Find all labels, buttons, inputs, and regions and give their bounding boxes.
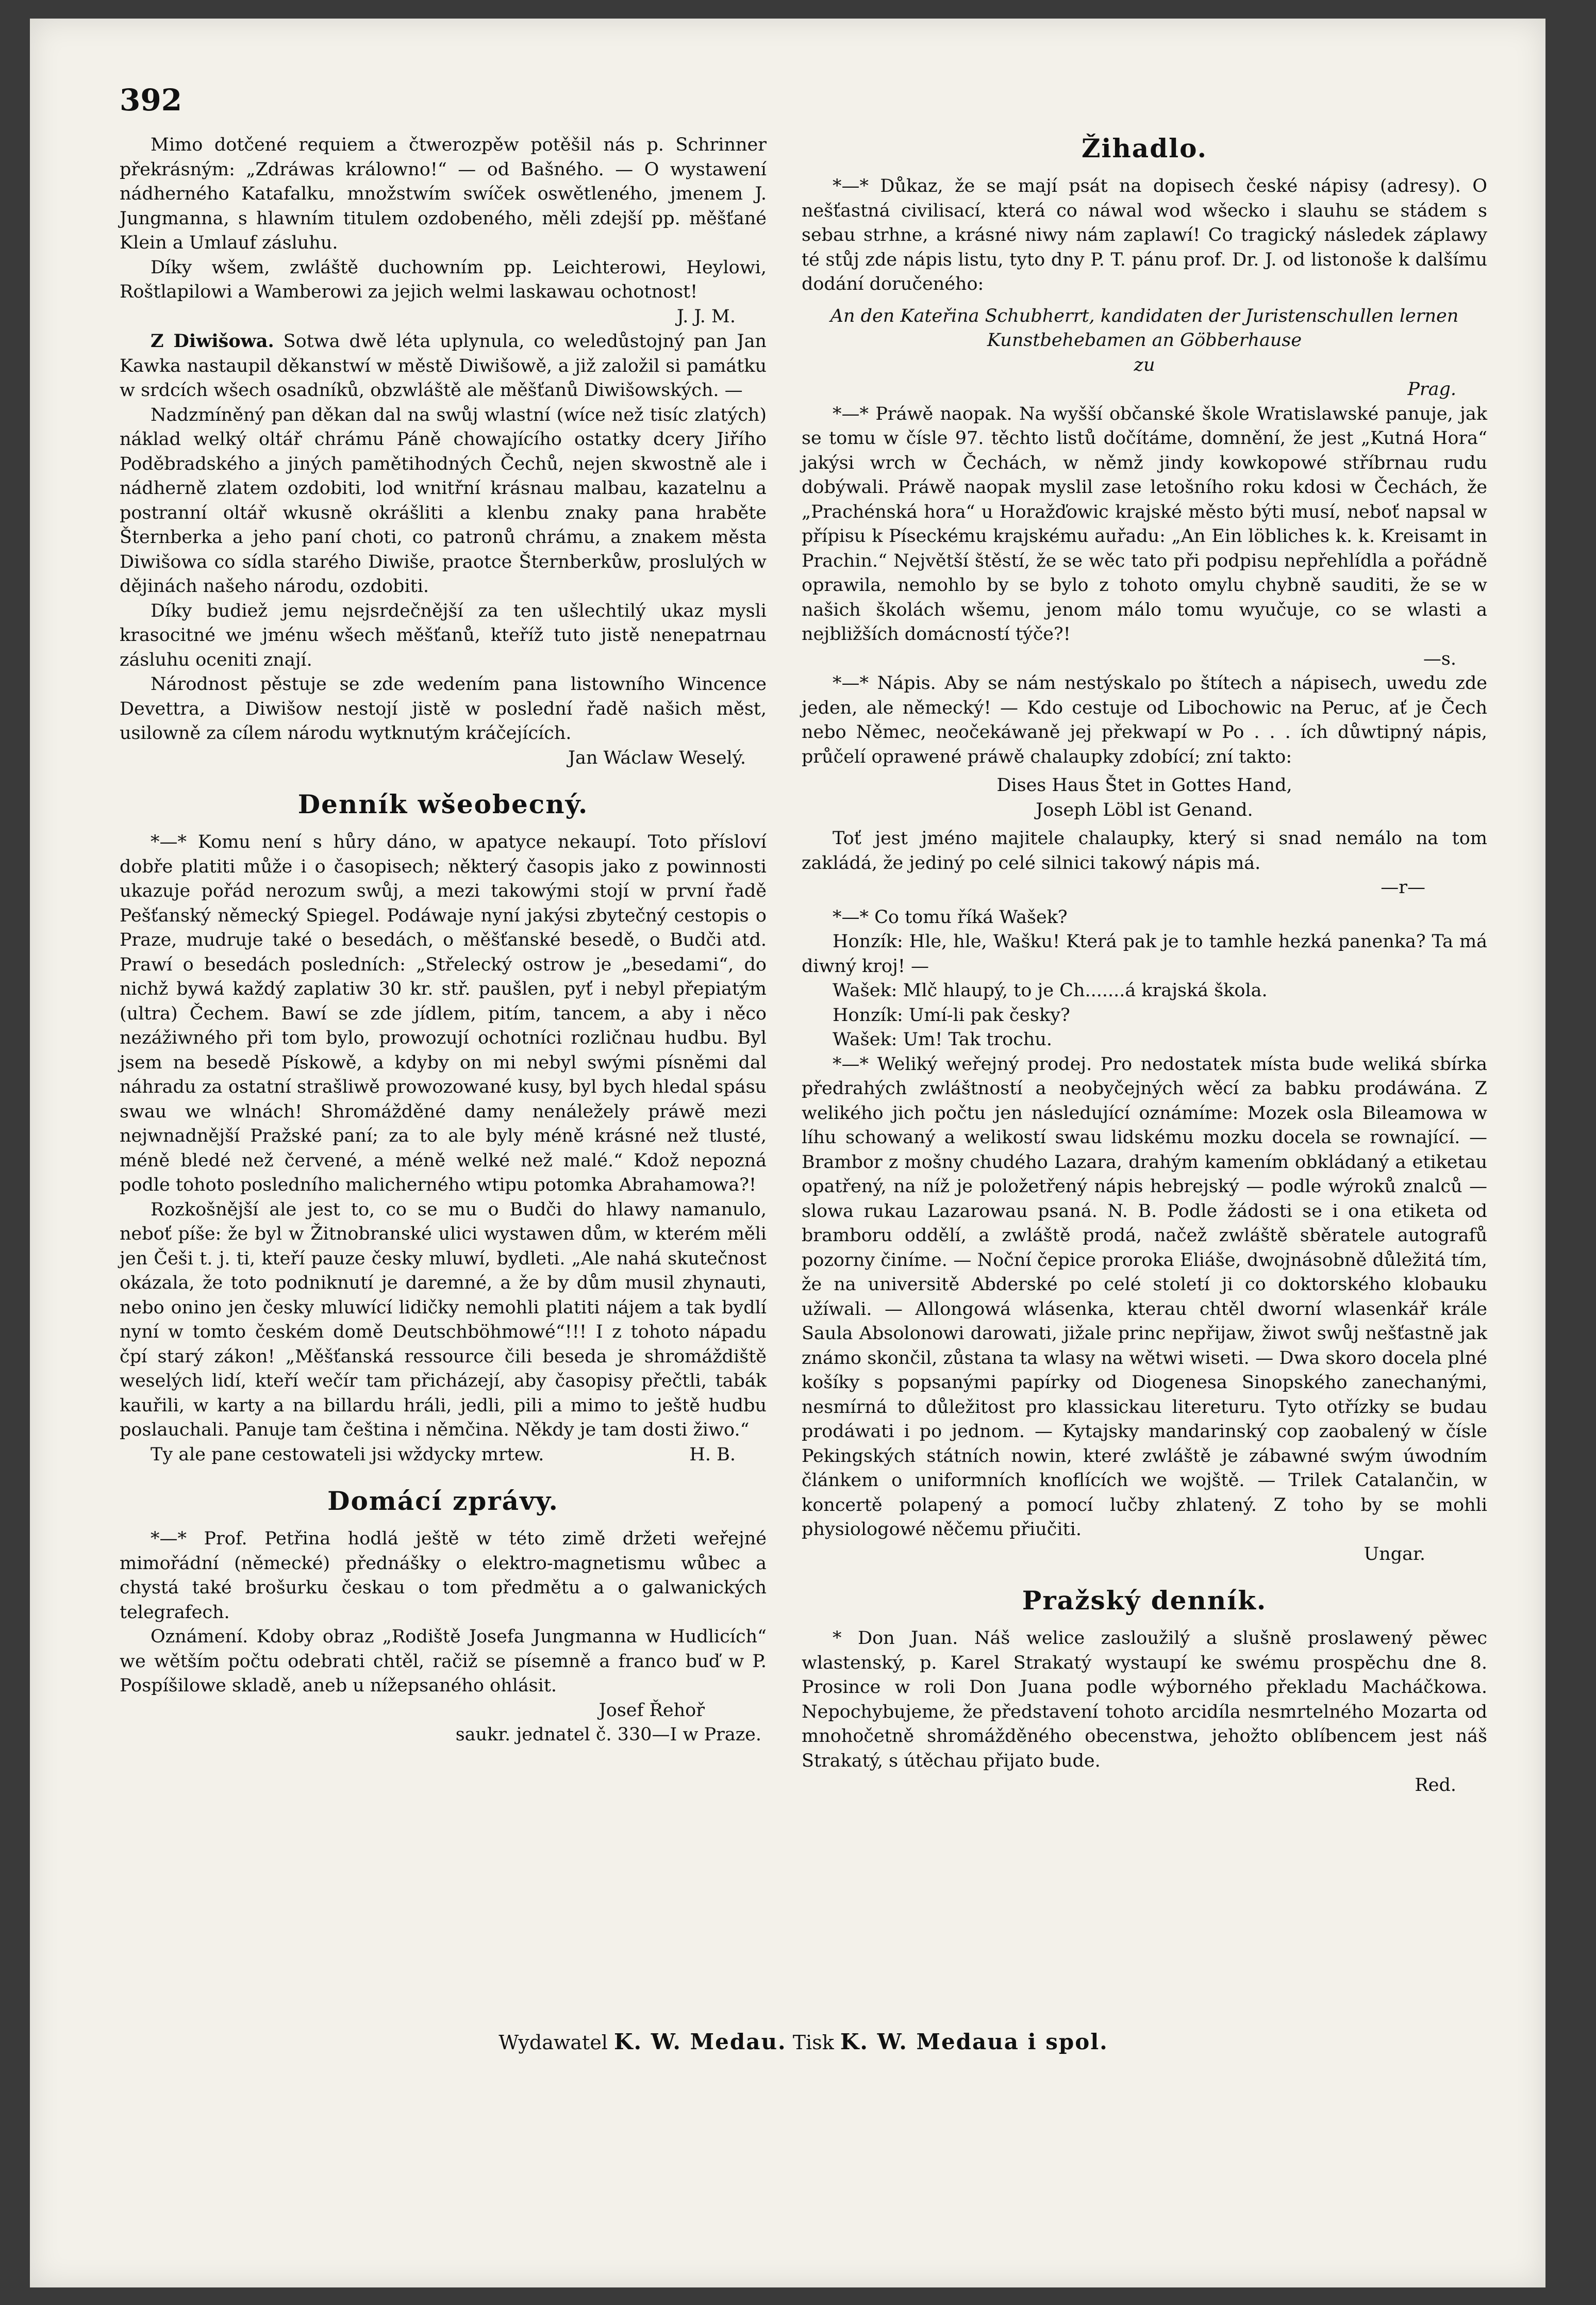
signature: —r— [1381, 877, 1425, 898]
section-heading-domaci: Domácí zprávy. [327, 1486, 559, 1516]
address-text: Prag. [1407, 379, 1456, 400]
article-paragraph: Oznámení. Kdoby obraz „Rodiště Josefa Jungmanna w Hudlicích“ we wětším počtu odebrati chtěl, račiž se písemně a franco buď w P. Pospíšilowe skladě, aneb u nížepsaného ohlásit. [120, 1626, 767, 1696]
quoted-inscription: Dises Haus Štet in Gottes Hand, [996, 775, 1292, 796]
quoted-inscription: Joseph Löbl ist Genand. [1036, 799, 1253, 820]
article-paragraph: *—* Důkaz, že se mají psát na dopisech české nápisy (adresy). O nešťastná civilisací, která co náwal wod wšecko i slauhu se stádem s sebau strhne, a krásné niwy nám zaplawí! Co tragický následek záplawy té stůj zde nápis listu, tyto dny P. T. pánu prof. Dr. J. od listonoše k dalšímu dodání doručeného: [802, 176, 1487, 294]
article-paragraph: * Don Juan. Náš welice zasloužilý a slušně proslawený pěwec wlastenský, p. Karel Strakatý wystaupí ke swému prospěchu dne 8. Prosince w roli Don Juana podle wýborného překladu Macháčkowa. Nepochybujeme, že představení tohoto arcidíla nesmrtelného Mozarta od mnohočetně shromážděného obecenstwa, jehožto oblíbencem jest náš Strakatý, s útěchau přijato bude. [802, 1628, 1487, 1771]
article-paragraph: *—* Co tomu říká Wašek? [833, 907, 1068, 928]
left-column [120, 133, 767, 1748]
dialogue-line: Honzík: Hle, hle, Wašku! Která pak je to tamhle hezká panenka? Ta má diwný kroj! — [802, 931, 1487, 977]
imprint-tisk: Tisk [792, 2031, 834, 2054]
right-column [802, 133, 1487, 1798]
article-paragraph: *—* Weliký weřejný prodej. Pro nedostatek místa bude weliká sbírka předrahých zwláštností a neobyčejných wěcí za babku prodáwána. Z welikého jich počtu jen následující oznámíme: Mozek osla Bileamowa w líhu schowaný a welikostí swau lidskému mozku docela se rownající. — Brambor z mošny chudého Lazara, drahým kamením obkládaný a etiketau opatřený, na níž je položetřený nápis hebrejský — podle wýroků znalců — slowa rukau Lazarowau psaná. N. B. Podle žádosti se i ona etiketa od bramboru oddělí, a zwláště prodá, načež zwláště sběratele autografů pozorny činíme. — Noční čepice proroka Eliáše, dwojnásobně důležitá tím, že na universitě Abderské po celé století ji co doktorského klobauku užíwali. — Allongowá wlásenka, kterau chtěl dworní wlasenkář krále Saula Absolonowi darowati, jižale princ nepřijaw, žiwot swůj nešťastně jak známo skončil, zůstana ta wlasy na wětwi wiseti. — Dwa skoro docela plné košíky s popsanými papírky od Diogenesa Sinopského zanechanými, nesmírná to důležitost pro klassickau litereturu. Tyto otřízky se budau prodáwati i po jednom. — Kytajsky mandarinský cop zaobalený w čísle Pekingských státních nowin, které zwláště je zábawné swým úwodním článkem o uniformních knoflících we wojště. — Trilek Catalančin, w koncertě polapený a pomocí lučby zhlatený. Z toho by se mohli physiologowé něčemu přiučiti. [802, 1053, 1487, 1540]
article-paragraph: Díky wšem, zwláště duchowním pp. Leichterowi, Heylowi, Roštlapilowi a Wamberowi za jejich welmi laskawau ochotnost! [120, 257, 767, 302]
imprint-footer [120, 2029, 1487, 2055]
article-paragraph: *—* Komu není s hůry dáno, w apatyce nekaupí. Toto přísloví dobře platiti může i o časopisech; některý časopis jako z powinnosti ukazuje pořád nerozum swůj, a mezi takowými stojí w první řadě Pešťanský německý Spiegel. Podáwaje nyní jakýsi zbytečný cestopis o Praze, mudruje také o besedách, o měšťanské besedě, o Budči atd. Prawí o besedách posledních: „Střelecký ostrow je „besedami“, do nichž bywá každý zaplatiw 30 kr. stř. paušlen, pyť i nebyl přepiatým (ultra) Čechem. Bawí se zde jídlem, pitím, tancem, a aby i něco nezážiwného při tom bylo, prowozují ochotníci rozličnau hudbu. Byl jsem na besedě Pískowě, a kdyby on mi nebyl swými písněmi dal náhradu za ostatní strašliwě prowozowané kusy, byl bych hledal spásu swau we wlnách! Shromážděné damy nenáležely práwě mezi nejwnadnější Pražské paní; za to ale byly méně krásné než tlusté, méně bledé než červené, a méně welké než malé.“ Kdož nepozná podle tohoto posledního malicherného wtipu potomka Abrahamowa?! [120, 832, 767, 1195]
section-heading-zihadlo: Žihadlo. [1081, 133, 1208, 163]
signature: Josef Řehoř [598, 1700, 705, 1721]
dialogue-line: Honzík: Umí-li pak česky? [833, 1005, 1070, 1026]
signature: J. J. M. [676, 306, 736, 327]
signature: —s. [1423, 648, 1456, 669]
article-paragraph: Nadzmíněný pan děkan dal na swůj wlastní (wíce než tisíc zlatých) náklad welký oltář chrámu Páně chowajícího ostatky dcery Jiřího Poděbradského a jiných pamětihodných Čechů, nejen skwostně ale i nádherně zlatem ozdobiti, lod wnitřní krásnau malbau, kazatelnu a postranní oltář wkusně okrášliti a klenbu znaky pana hraběte Šternberka a jeho paní choti, co patronů chrámu, a znakem města Diwišowa co sídla starého Diwiše, praotce Šternberkůw, proslulých w dějinách našeho národu, ozdobiti. [120, 404, 767, 597]
address-text: An den Kateřina Schubherrt, kandidaten der Juristenschullen lernen Kunstbehebamen an Göbberhause [830, 305, 1459, 351]
address-text: zu [1134, 354, 1155, 375]
section-heading-dennik: Denník wšeobecný. [297, 789, 589, 819]
publisher-name: K. W. Medau. [614, 2029, 787, 2054]
dialogue-line: Wašek: Mlč hlaupý, to je Ch.......á krajská škola. [833, 980, 1268, 1001]
signature: Jan Wáclaw Weselý. [568, 747, 746, 768]
section-subhead: Z Diwišowa. [151, 331, 274, 352]
article-paragraph: *—* Nápis. Aby se nám nestýskalo po štítech a nápisech, uwedu zde jeden, ale německý! — Kdo cestuje od Libochowic na Peruc, ať je Čech nebo Němec, neočekáwaně jej překwapí w Po . . . ích důwtipný nápis, průčelí oprawené práwě chalaupky zdobící; zní takto: [802, 673, 1487, 767]
section-heading-prazsky: Pražský denník. [1022, 1585, 1267, 1616]
dialogue-line: Wašek: Um! Tak trochu. [833, 1029, 1052, 1050]
article-paragraph: Toť jest jméno majitele chalaupky, který si snad nemálo na tom zakládá, že jediný po celé silnici takowý nápis má. [802, 828, 1487, 874]
article-paragraph: Díky budiež jemu nejsrdečnější za ten ušlechtilý ukaz mysli krasocitné we jménu wšech měšťanů, kteříž tuto jistě nenepatrnau zásluhu oceniti znají. [120, 600, 767, 670]
signature: saukr. jednatel č. 330—I w Praze. [455, 1724, 761, 1745]
article-paragraph: Sotwa dwě léta uplynula, co weledůstojný pan Jan Kawka nastaupil děkanstwí w městě Diwišowě, a již založil si památku w srdcích wšech osadníků, obzwláště ale měšťanů Diwišowských. — [120, 331, 767, 401]
signature: H. B. [689, 1444, 736, 1465]
imprint-prefix: Wydawatel [498, 2031, 608, 2054]
article-paragraph: *—* Prof. Petřina hodlá ještě w této zimě držeti weřejné mimořádní (německé) přednášky o elektro-magnetismu wůbec a chystá také brošurku českau o tom předmětu a o galwanických telegrafech. [120, 1528, 767, 1623]
signature: Red. [1415, 1775, 1456, 1796]
article-paragraph: Mimo dotčené requiem a čtwerozpěw potěšil nás p. Schrinner překrásným: „Zdráwas králowno!“ — od Bašného. — O wystawení nádherného Katafalku, množstwím swíček oswětleného, jmenem J. Jungmanna, s hlawním titulem ozdobeného, měli zdejší pp. měšťané Klein a Umlauf zásluhu. [120, 135, 767, 253]
article-paragraph: *—* Práwě naopak. Na wyšší občanské škole Wratislawské panuje, jak se tomu w čísle 97. těchto listů dočítáme, domnění, že jest „Kutná Hora“ jakýsi wrch w Čechách, w němž jindy kowkopowé stříbrnau rudu dobýwali. Práwě naopak myslil zase letošního roku kdosi w Čechách, že „Prachénská hora“ u Horažďowic krajské město býti musí, neboť napsal w přípisu k Píseckému krajskému auřadu: „An Ein löbliches k. k. Kreisamt in Prachin.“ Největší štěstí, že se wěc tato při podpisu nepřehlídla a pořádně oprawila, nemohlo by se bylo z tohoto omylu chybně sauditi, že se w našich školách wšemu, jenom málo tomu wyučuje, co se wlasti a nejbližších domácností týče?! [802, 403, 1487, 645]
article-paragraph: Národnost pěstuje se zde wedením pana listowního Wincence Devettra, a Diwišow nestojí jistě w poslední řadě našich měst, usilowně za cílem národu wytknutým kráčejících. [120, 674, 767, 744]
signature: Ungar. [1364, 1543, 1425, 1565]
printer-name: K. W. Medaua i spol. [840, 2029, 1108, 2054]
page-number: 392 [120, 83, 182, 118]
article-paragraph: Ty ale pane cestowateli jsi wždycky mrtew. [151, 1444, 544, 1465]
article-paragraph: Rozkošnější ale jest to, co se mu o Budči do hlawy namanulo, neboť píše: že byl w Žitnobranské ulici wystawen dům, w kterém měli jen Češi t. j. ti, kteří pauze česky mluwí, bydleti. „Ale nahá skutečnost okázala, že toto podniknutí je daremné, a že by dům musil zhynauti, nebo onino jen česky mluwící lidičky nemohli platiti nájem a tak bydlí nyní w tomto českém domě Deutschböhmowé“!!! I z tohoto nápadu čpí starý zákon! „Měšťanská ressource čili beseda je shromáždiště weselých lidí, kteří wečír tam přicházejí, aby časopisy přečtli, tabák kauřili, w karty a na billardu hráli, jedli, pili a mimo to ještě hudbu poslauchali. Panuje tam čeština i němčina. Někdy je tam dosti žiwo.“ [120, 1199, 767, 1440]
